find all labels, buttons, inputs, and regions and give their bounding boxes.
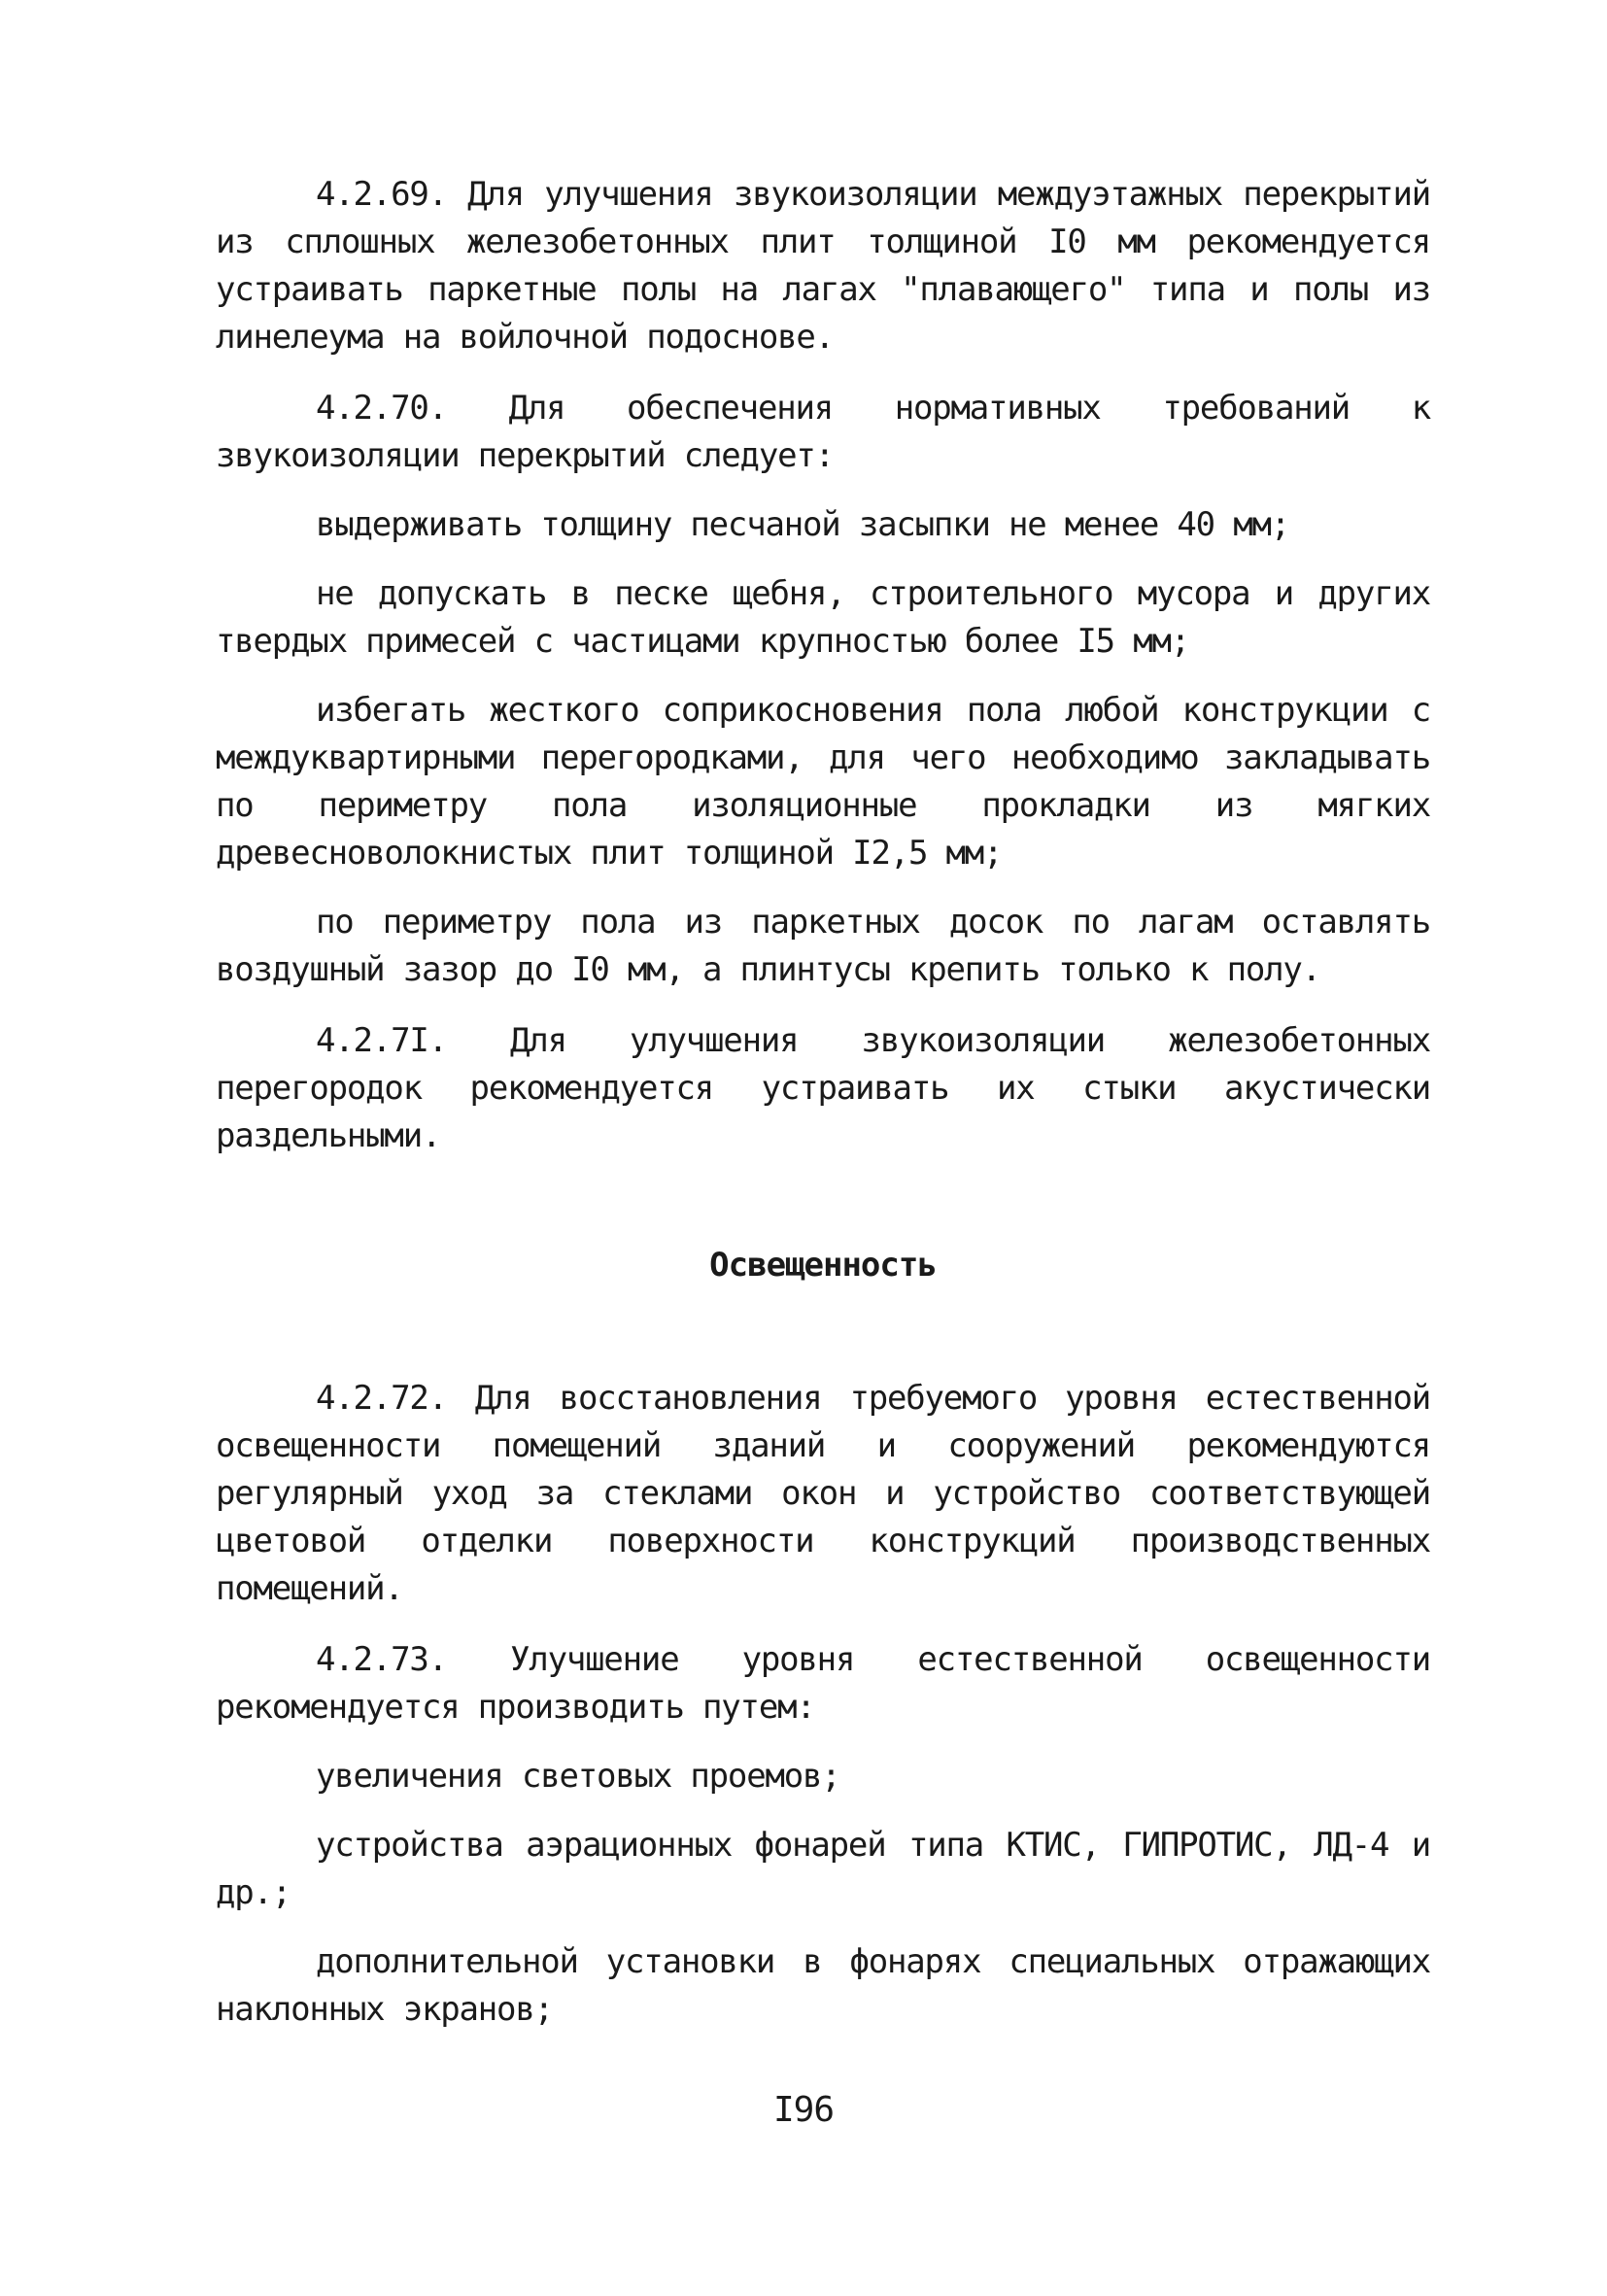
paragraph-4-2-70: 4.2.70. Для обеспечения нормативных требований к звукоизоляции перекрытий следует: — [216, 389, 1430, 475]
list-item-light-openings: увеличения световых проемов; — [316, 1757, 840, 1796]
list-item-reflective-screens: дополнительной установки в фонарях специальных отражающих наклонных экранов; — [216, 1942, 1430, 2029]
section-heading: Освещенность — [709, 1246, 937, 1285]
list-item-aeration-lanterns: устройства аэрационных фонарей типа КТИС, ГИПРОТИС, ЛД-4 и др.; — [216, 1826, 1430, 1912]
paragraph-4-2-73: 4.2.73. Улучшение уровня естественной освещенности рекомендуется производить путем: — [216, 1640, 1430, 1727]
list-item-sand-thickness: выдерживать толщину песчаной засыпки не менее 40 мм; — [316, 505, 1290, 544]
list-item-sand-impurities: не допускать в песке щебня, строительного мусора и других твердых примесей с частицами крупностью более I5 мм; — [216, 574, 1430, 661]
document-body — [216, 171, 1430, 2034]
paragraph-4-2-72: 4.2.72. Для восстановления требуемого уровня естественной освещенности помещений зданий и сооружений рекомендуются регулярный уход за стеклами окон и устройство соответствующей цветовой отделки поверхности конструкций производственных помещений. — [216, 1379, 1430, 1608]
paragraph-4-2-71: 4.2.7I. Для улучшения звукоизоляции железобетонных перегородок рекомендуется устраивать их стыки акустически раздельными. — [216, 1021, 1430, 1155]
list-item-floor-contact: избегать жесткого соприкосновения пола любой конструкции с междуквартирными перегородками, для чего необходимо закладывать по периметру пола изоляционные прокладки из мягких древесноволокнистых плит толщиной I2,5 мм; — [216, 691, 1430, 873]
paragraph-4-2-69: 4.2.69. Для улучшения звукоизоляции междуэтажных перекрытий из сплошных железобетонных плит толщиной I0 мм рекомендуется устраивать паркетные полы на лагах "плавающего" типа и полы из линелеума на войлочной подоснове. — [216, 175, 1430, 357]
list-item-air-gap: по периметру пола из паркетных досок по лагам оставлять воздушный зазор до I0 мм, а плинтусы крепить только к полу. — [216, 903, 1430, 989]
page-number: I96 — [772, 2090, 835, 2130]
